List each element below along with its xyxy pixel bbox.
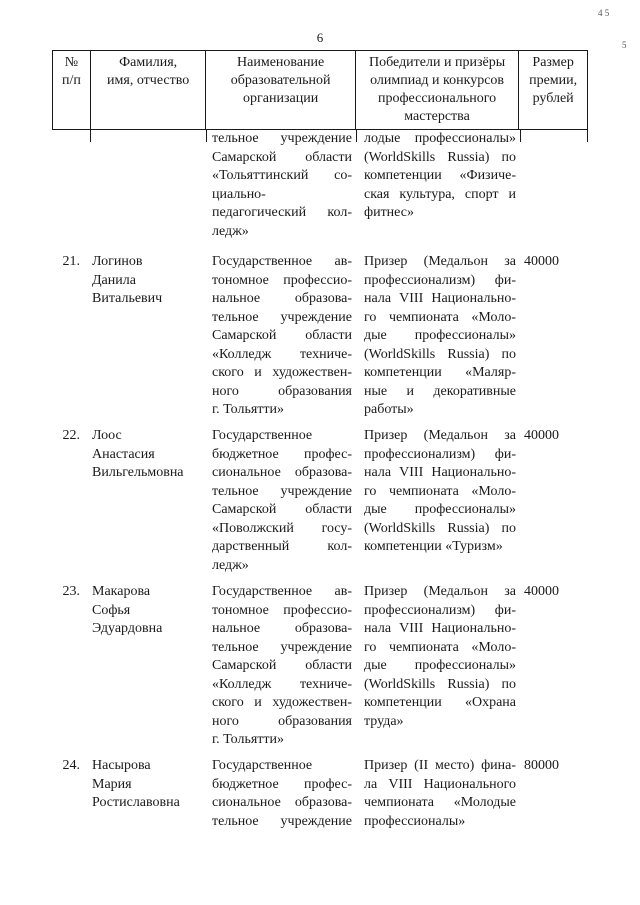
- header-winners: Победители и призёры олимпиад и конкурсов профессионального мастерства: [356, 51, 519, 129]
- achievement-line: го чемпионата «Моло-: [364, 309, 516, 325]
- organization-line: дарственный кол-: [212, 539, 352, 554]
- organization-line: «Колледж техниче-: [212, 676, 352, 692]
- row-number: 24.: [62, 758, 80, 773]
- achievement-text: [356, 253, 520, 420]
- organization-line: «Колледж техниче-: [212, 346, 352, 362]
- achievement-line: фитнес»: [364, 205, 414, 220]
- organization-line: г. Тольятти»: [212, 732, 285, 747]
- table-header: [52, 50, 588, 130]
- achievement-line: ла VIII Национального: [364, 776, 516, 792]
- achievement-line: Призер (Медальон за: [364, 254, 516, 269]
- achievement-text: [356, 757, 520, 831]
- full-name: [90, 130, 206, 241]
- achievement-line: нала VIII Национально-: [364, 621, 516, 636]
- organization-line: Государственное: [212, 758, 313, 773]
- table-row: [52, 427, 588, 575]
- achievement-line: нала VIII Национально-: [364, 465, 516, 480]
- organization-line: бюджетное профес-: [212, 776, 352, 792]
- full-name: Лоос Анастасия Вильгельмовна: [92, 428, 184, 480]
- achievement-line: компетенции «Физиче-: [364, 168, 516, 183]
- full-name: Логинов Данила Витальевич: [92, 254, 163, 306]
- organization-line: ного образования: [212, 713, 352, 729]
- corner-mark-top: 4 5: [598, 8, 610, 18]
- organization-line: тельное учреждение: [212, 813, 352, 829]
- achievement-line: Призер (II место) фина-: [364, 758, 516, 773]
- organization-name: [206, 427, 356, 575]
- organization-line: «Поволжский госу-: [212, 520, 352, 536]
- achievement-line: (WorldSkills Russia) по: [364, 520, 516, 536]
- achievement-line: Призер (Медальон за: [364, 584, 516, 599]
- page-number: 6: [316, 30, 324, 45]
- achievement-text: [356, 130, 520, 241]
- organization-line: ного образования: [212, 383, 352, 399]
- achievement-line: труда»: [364, 713, 404, 729]
- organization-line: Самарской области: [212, 502, 352, 517]
- header-number: № п/п: [53, 51, 91, 129]
- achievement-text: [356, 583, 520, 750]
- achievement-line: лодые профессионалы»: [364, 131, 516, 146]
- corner-mark-right: 5: [622, 40, 627, 50]
- organization-line: г. Тольятти»: [212, 402, 285, 417]
- achievement-line: ные и декоративные: [364, 383, 516, 399]
- table-row: [52, 130, 588, 241]
- prize-amount: 80000: [524, 758, 559, 773]
- achievement-line: дые профессионалы»: [364, 502, 516, 517]
- organization-line: ского и художествен-: [212, 695, 352, 710]
- achievement-line: го чемпионата «Моло-: [364, 639, 516, 655]
- achievement-line: чемпионата «Молодые: [364, 795, 516, 810]
- achievement-line: компетенции «Маляр-: [364, 365, 516, 380]
- achievement-line: работы»: [364, 402, 414, 417]
- prize-amount: 40000: [524, 254, 559, 269]
- organization-line: педагогический кол-: [212, 205, 352, 220]
- achievement-line: профессионализм) фи-: [364, 272, 516, 288]
- achievement-line: профессионалы»: [364, 813, 466, 829]
- row-number: [52, 130, 90, 241]
- organization-line: нальное образова-: [212, 291, 352, 306]
- organization-line: «Тольяттинский со-: [212, 168, 352, 183]
- organization-line: тельное учреждение: [212, 483, 352, 499]
- prize-amount: [520, 130, 588, 241]
- organization-line: Государственное ав-: [212, 584, 352, 599]
- organization-line: нальное образова-: [212, 621, 352, 636]
- organization-line: ского и художествен-: [212, 365, 352, 380]
- achievement-line: (WorldSkills Russia) по: [364, 676, 516, 692]
- organization-line: сиональное образова-: [212, 795, 352, 810]
- full-name: Насырова Мария Ростиславовна: [92, 758, 180, 810]
- organization-line: сиональное образова-: [212, 465, 352, 480]
- organization-line: тономное профессио-: [212, 602, 352, 618]
- table-row: [52, 583, 588, 750]
- achievement-line: компетенции «Туризм»: [364, 539, 503, 554]
- organization-line: бюджетное профес-: [212, 446, 352, 462]
- row-number: 21.: [62, 254, 80, 269]
- achievement-line: профессионализм) фи-: [364, 446, 516, 462]
- header-full-name: Фамилия, имя, отчество: [91, 51, 207, 129]
- achievement-line: дые профессионалы»: [364, 658, 516, 673]
- organization-name: [206, 130, 356, 241]
- achievement-line: нала VIII Национально-: [364, 291, 516, 306]
- organization-line: тономное профессио-: [212, 272, 352, 288]
- row-number: 23.: [62, 584, 80, 599]
- achievement-line: (WorldSkills Russia) по: [364, 149, 516, 165]
- achievement-line: ская культура, спорт и: [364, 186, 516, 202]
- organization-line: ледж»: [212, 223, 249, 239]
- organization-line: Самарской области: [212, 658, 352, 673]
- table-row: [52, 757, 588, 831]
- organization-line: Государственное ав-: [212, 254, 352, 269]
- row-number: 22.: [62, 428, 80, 443]
- organization-name: [206, 583, 356, 750]
- prize-amount: 40000: [524, 428, 559, 443]
- achievement-line: (WorldSkills Russia) по: [364, 346, 516, 362]
- organization-line: тельное учреждение: [212, 131, 352, 146]
- organization-line: ледж»: [212, 557, 249, 573]
- organization-line: Государственное: [212, 428, 313, 443]
- full-name: Макарова Софья Эдуардовна: [92, 584, 163, 636]
- achievement-line: профессионализм) фи-: [364, 602, 516, 618]
- achievement-line: компетенции «Охрана: [364, 695, 516, 710]
- organization-name: [206, 757, 356, 831]
- organization-line: Самарской области: [212, 149, 352, 165]
- header-organization: Наименование образовательной организации: [206, 51, 355, 129]
- organization-line: Самарской области: [212, 328, 352, 343]
- achievement-text: [356, 427, 520, 575]
- prize-amount: 40000: [524, 584, 559, 599]
- achievement-line: Призер (Медальон за: [364, 428, 516, 443]
- organization-name: [206, 253, 356, 420]
- organization-line: циально-: [212, 186, 266, 202]
- organization-line: тельное учреждение: [212, 309, 352, 325]
- header-amount: Размер премии, рублей: [529, 55, 578, 106]
- achievement-line: го чемпионата «Моло-: [364, 483, 516, 499]
- achievement-line: дые профессионалы»: [364, 328, 516, 343]
- organization-line: тельное учреждение: [212, 639, 352, 655]
- table-row: [52, 253, 588, 420]
